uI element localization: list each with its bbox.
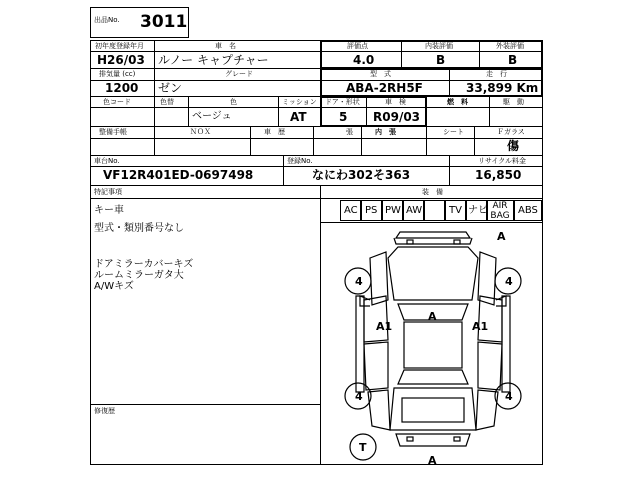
lot-label: 出品No. bbox=[94, 16, 120, 24]
interior-lining-label: 内 張 bbox=[375, 128, 396, 136]
color-value: ベージュ bbox=[192, 111, 232, 122]
color-swatch-label: 色替 bbox=[160, 98, 174, 106]
registration-label: 登録No. bbox=[287, 157, 313, 165]
drive-label: 駆 動 bbox=[503, 98, 524, 106]
chassis-number: VF12R401ED-0697498 bbox=[103, 168, 254, 182]
zen-text: ゼン bbox=[158, 81, 183, 95]
grade-label: グレード bbox=[225, 70, 253, 78]
recycle-fee: 16,850 bbox=[475, 168, 522, 182]
equip-airbag: AIR BAG bbox=[490, 201, 510, 221]
exterior-rating: B bbox=[508, 53, 518, 67]
mission-label: ミッション bbox=[282, 98, 317, 106]
mark-spare-tire: T bbox=[359, 441, 367, 454]
note-line-2: 型式・類別番号なし bbox=[94, 223, 184, 234]
model-code: ABA-2RH5F bbox=[346, 81, 423, 95]
color-code-label: 色コード bbox=[103, 98, 131, 106]
equip-ac: AC bbox=[344, 205, 358, 216]
maintenance-book-label: 整備手帳 bbox=[99, 128, 127, 136]
doors-label: ドア・形状 bbox=[325, 98, 360, 106]
note-line-4: ルームミラーガタ大 bbox=[94, 270, 184, 281]
seat-label: シート bbox=[443, 128, 464, 136]
equip-tv: TV bbox=[449, 205, 462, 216]
model-label: 型 式 bbox=[370, 70, 391, 78]
doors-value: 5 bbox=[339, 110, 348, 124]
mark-left-side: A1 bbox=[376, 320, 393, 333]
fuel-label: 燃 料 bbox=[447, 98, 468, 106]
equip-aw: AW bbox=[406, 205, 423, 216]
inspection-value: R09/03 bbox=[373, 110, 421, 124]
special-notes-label: 特記事項 bbox=[94, 188, 122, 196]
mark-rear: A bbox=[428, 454, 437, 467]
chassis-label: 車台No. bbox=[94, 157, 120, 165]
equip-navi: ナビ bbox=[468, 205, 488, 216]
mark-wheel-rear-right: 4 bbox=[505, 390, 513, 403]
note-line-5: A/Wキズ bbox=[94, 281, 134, 292]
equip-abs: ABS bbox=[518, 205, 538, 216]
front-glass-label: Ｆガラス bbox=[497, 128, 525, 136]
year-label: 初年度登録年月 bbox=[95, 42, 144, 50]
equip-ps: PS bbox=[365, 205, 378, 216]
exterior-rating-label: 外装評価 bbox=[496, 42, 524, 50]
equipment-label: 装 備 bbox=[422, 188, 443, 196]
first-registration: H26/03 bbox=[97, 53, 145, 67]
lot-number: 3011 bbox=[140, 12, 188, 32]
mark-front: A bbox=[497, 230, 506, 243]
registration-number: なにわ302そ363 bbox=[312, 168, 411, 182]
mark-roof: A bbox=[428, 310, 437, 323]
car-name-label: 車 名 bbox=[215, 42, 236, 50]
recycle-fee-label: リサイクル料金 bbox=[478, 157, 527, 165]
interior-rating-label: 内装評価 bbox=[425, 42, 453, 50]
car-name: ルノー キャプチャー bbox=[158, 53, 269, 67]
nox-label: ＮＯＸ bbox=[190, 128, 211, 136]
equip-pw: PW bbox=[385, 205, 401, 216]
color-label: 色 bbox=[230, 98, 237, 106]
score-value: 4.0 bbox=[353, 53, 375, 67]
mission-value: AT bbox=[290, 110, 307, 124]
interior-rating: B bbox=[436, 53, 446, 67]
displacement-label: 排気量 (cc) bbox=[99, 70, 136, 78]
score-label: 評価点 bbox=[347, 42, 368, 50]
note-line-3: ドアミラーカバーキズ bbox=[94, 259, 194, 270]
inspection-label: 車 検 bbox=[385, 98, 406, 106]
note-line-1: キー車 bbox=[94, 205, 124, 216]
mark-wheel-front-right: 4 bbox=[505, 275, 513, 288]
vehicle-history-label: 車 歴 bbox=[264, 128, 285, 136]
mark-right-side: A1 bbox=[472, 320, 489, 333]
mileage-label: 走 行 bbox=[486, 70, 507, 78]
displacement: 1200 bbox=[105, 81, 139, 95]
repair-history-label: 修復歴 bbox=[94, 407, 115, 415]
front-glass-value: 傷 bbox=[507, 139, 520, 153]
mileage: 33,899 Km bbox=[466, 81, 539, 95]
zhang-label: 張 bbox=[346, 128, 353, 136]
mark-wheel-front-left: 4 bbox=[355, 275, 363, 288]
mark-wheel-rear-left: 4 bbox=[355, 390, 363, 403]
